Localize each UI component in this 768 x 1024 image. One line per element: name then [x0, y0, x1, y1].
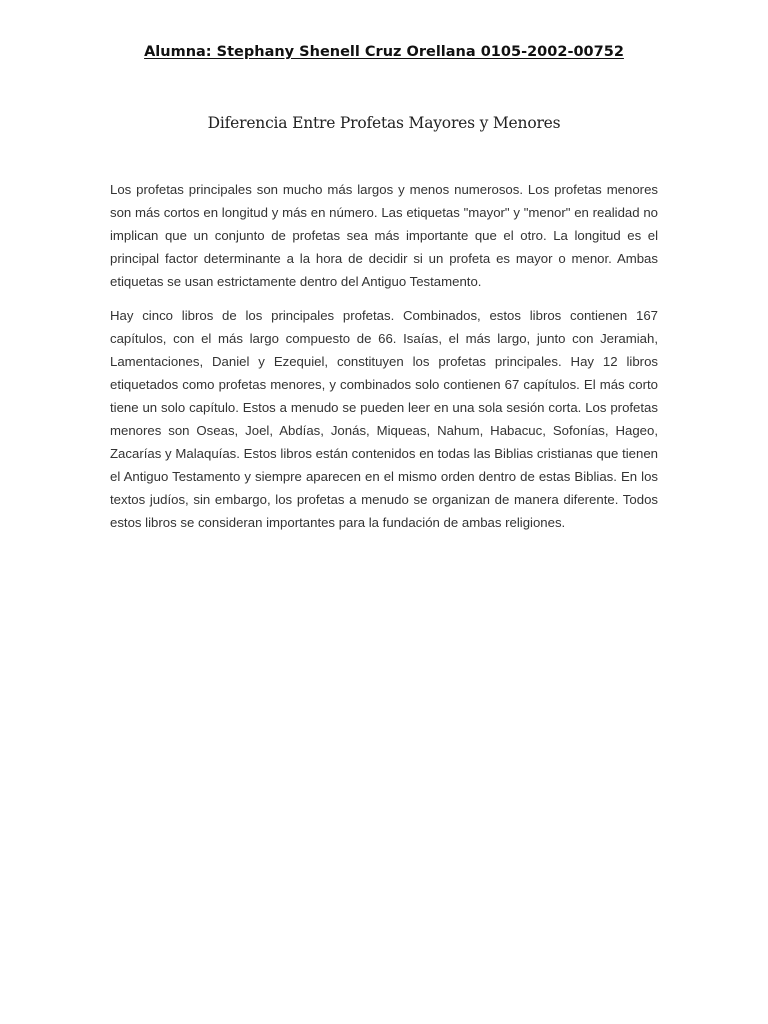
- paragraph-1: Los profetas principales son mucho más largos y menos numerosos. Los profetas menores son más cortos en longitud y más en número. Las etiquetas "mayor" y "menor" en realidad no implican que un conjunto de profetas sea más importante que el otro. La longitud es el principal factor determinante a la hora de decidir si un profeta es mayor o menor. Ambas etiquetas se usan estrictamente dentro del Antiguo Testamento.: [110, 182, 658, 289]
- document-title: Diferencia Entre Profetas Mayores y Menores: [207, 114, 561, 132]
- student-name-text: Alumna: Stephany Shenell Cruz Orellana 0105-2002-00752: [144, 44, 624, 60]
- document-body: [110, 178, 658, 545]
- student-name-line: [0, 44, 768, 60]
- paragraph-2: Hay cinco libros de los principales profetas. Combinados, estos libros contienen 167 capítulos, con el más largo compuesto de 66. Isaías, el más largo, junto con Jeramiah, Lamentaciones, Daniel y Ezequiel, constituyen los profetas principales. Hay 12 libros etiquetados como profetas menores, y combinados solo contienen 67 capítulos. El más corto tiene un solo capítulo. Estos a menudo se pueden leer en una sola sesión corta. Los profetas menores son Oseas, Joel, Abdías, Jonás, Miqueas, Nahum, Habacuc, Sofonías, Hageo, Zacarías y Malaquías. Estos libros están contenidos en todas las Biblias cristianas que tienen el Antiguo Testamento y siempre aparecen en el mismo orden dentro de estas Biblias. En los textos judíos, sin embargo, los profetas a menudo se organizan de manera diferente. Todos estos libros se consideran importantes para la fundación de ambas religiones.: [110, 308, 658, 530]
